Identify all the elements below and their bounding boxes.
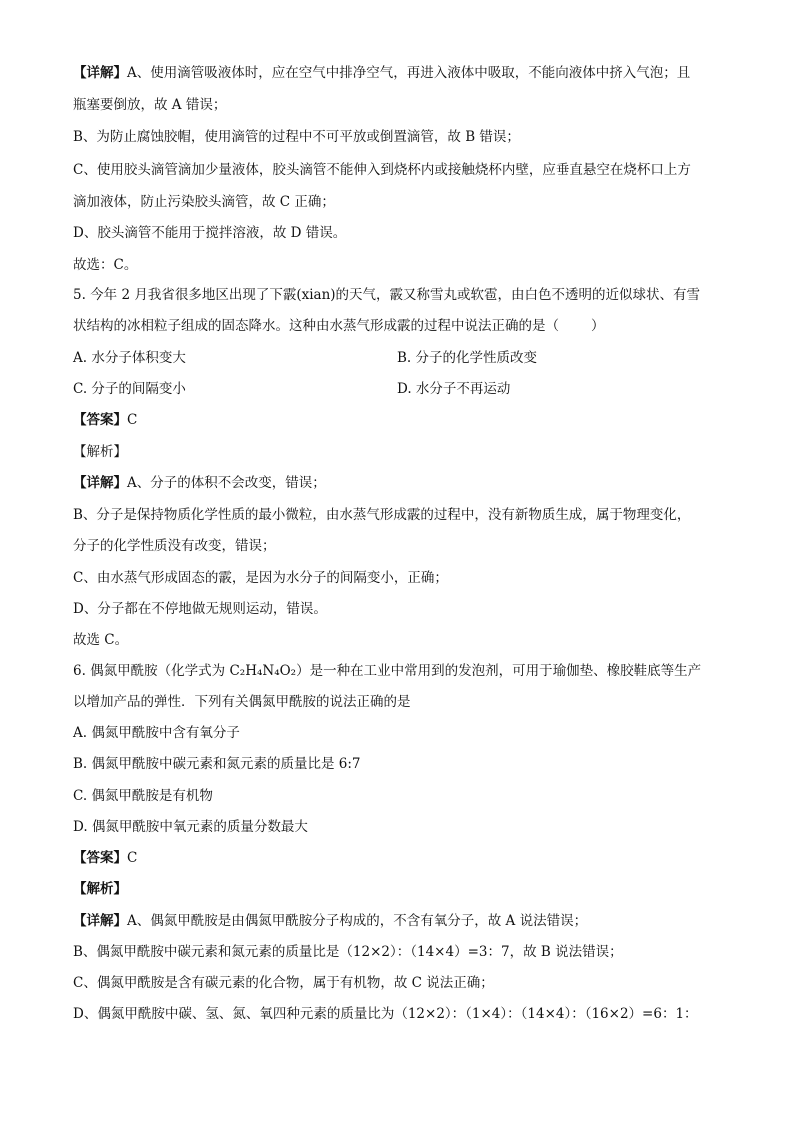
q5-detail-line-1: 【详解】A、分子的体积不会改变，错误；: [73, 475, 326, 491]
q5-option-a: A. 水分子体积变大: [73, 350, 186, 366]
q5-detail-line-2: B、分子是保持物质化学性质的最小微粒，由水蒸气形成霰的过程中，没有新物质生成，属于物理变化，: [73, 507, 691, 523]
q5-detail-line-4: C、由水蒸气形成固态的霰，是因为水分子的间隔变小，正确；: [73, 570, 448, 586]
q5-option-d: D. 水分子不再运动: [397, 381, 511, 397]
q6-option-b: B. 偶氮甲酰胺中碳元素和氮元素的质量比是 6:7: [73, 756, 361, 772]
q5-answer: 【答案】C: [73, 412, 138, 428]
q4-detail-line-5: 滴加液体，防止污染胶头滴管，故 C 正确；: [73, 194, 335, 210]
q5-stem-line-1: 5. 今年 2 月我省很多地区出现了下霰(xian)的天气，霰又称雪丸或软雹，由白色不透明的近似球状、有雪: [73, 287, 701, 303]
answer-tag: 【答案】: [73, 412, 127, 428]
q6-detail-line-3: C、偶氮甲酰胺是含有碳元素的化合物，属于有机物，故 C 说法正确；: [73, 975, 494, 991]
q4-conclusion: 故选：C。: [73, 257, 138, 273]
q6-answer: 【答案】C: [73, 850, 138, 866]
q5-conclusion: 故选 C。: [73, 632, 129, 648]
detail-tag: 【详解】: [73, 65, 127, 81]
q5-analysis-tag: 【解析】: [73, 444, 127, 460]
q5-option-c: C. 分子的间隔变小: [73, 381, 186, 397]
q6-analysis-tag: 【解析】: [73, 881, 127, 897]
q6-stem-line-2: 以增加产品的弹性．下列有关偶氮甲酰胺的说法正确的是: [73, 694, 411, 710]
q5-detail-line-5: D、分子都在不停地做无规则运动，错误。: [73, 601, 327, 617]
q4-detail-line-1: 【详解】A、使用滴管吸液体时，应在空气中排净空气，再进入液体中吸取，不能向液体中挤入气泡；且: [73, 65, 691, 81]
q6-detail-line-1: 【详解】A、偶氮甲酰胺是由偶氮甲酰胺分子构成的，不含有氧分子，故 A 说法错误；: [73, 913, 588, 929]
q6-option-a: A. 偶氮甲酰胺中含有氧分子: [73, 725, 240, 741]
q6-detail-line-2: B、偶氮甲酰胺中碳元素和氮元素的质量比是（12×2）：（14×4）=3：7，故 B 说法错误；: [73, 944, 623, 960]
q6-stem-line-1: 6. 偶氮甲酰胺（化学式为 C₂H₄N₄O₂）是一种在工业中常用到的发泡剂，可用于瑜伽垫、橡胶鞋底等生产: [73, 663, 702, 679]
q5-detail-line-3: 分子的化学性质没有改变，错误；: [73, 538, 276, 554]
q4-detail-line-2: 瓶塞要倒放，故 A 错误；: [73, 97, 227, 113]
answer-tag: 【答案】: [73, 850, 127, 866]
q5-option-b: B. 分子的化学性质改变: [397, 350, 538, 366]
q6-option-c: C. 偶氮甲酰胺是有机物: [73, 788, 213, 804]
q6-option-d: D. 偶氮甲酰胺中氧元素的质量分数最大: [73, 819, 308, 835]
detail-tag: 【详解】: [73, 913, 127, 929]
chemical-formula: C₂H₄N₄O₂: [229, 663, 297, 679]
q5-stem-line-2: 状结构的冰相粒子组成的固态降水。这种由水蒸气形成霰的过程中说法正确的是（ ）: [73, 318, 605, 334]
detail-tag: 【详解】: [73, 475, 127, 491]
q4-detail-line-3: B、为防止腐蚀胶帽，使用滴管的过程中不可平放或倒置滴管，故 B 错误；: [73, 129, 520, 145]
q6-detail-line-4: D、偶氮甲酰胺中碳、氢、氮、氧四种元素的质量比为（12×2）：（1×4）：（14×4）：（16×2）=6：1：: [73, 1006, 698, 1022]
q4-detail-line-4: C、使用胶头滴管滴加少量液体，胶头滴管不能伸入到烧杯内或接触烧杯内壁，应垂直悬空在烧杯口上方: [73, 162, 691, 178]
q4-detail-line-6: D、胶头滴管不能用于搅拌溶液，故 D 错误。: [73, 225, 347, 241]
